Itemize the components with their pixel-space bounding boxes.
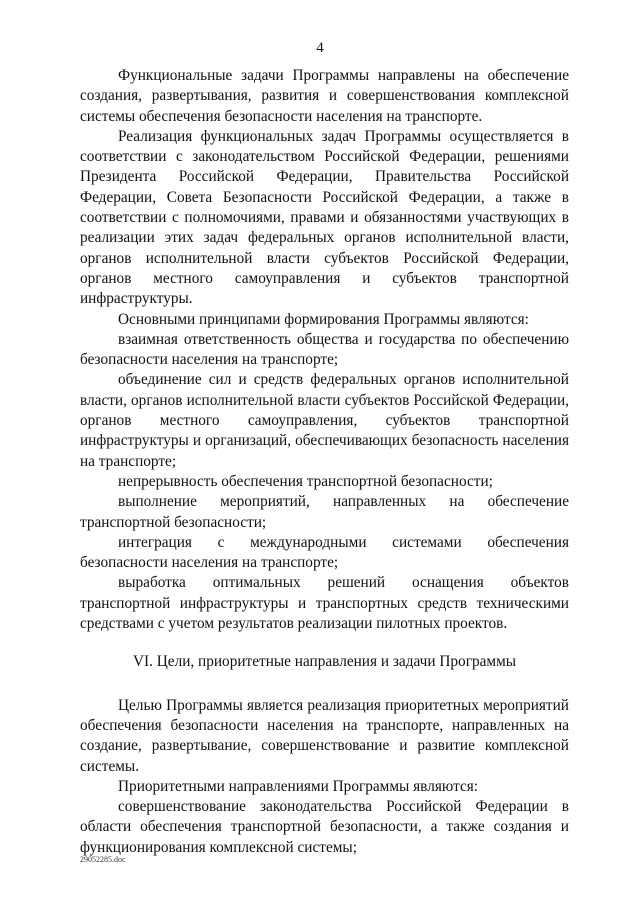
paragraph-implementation: Реализация функциональных задач Программы осуществляется в соответствии с законодательством Российской Федерации, решениями Президента Российской Федерации, Правительства Российской Федерации, Совета Безопасности Российской Федерации, а также в соответствии с полномочиями, правами и обязанностями участвующих в реализации этих задач федеральных органов исполнительной власти, органов исполнительной власти субъектов Российской Федерации, органов местного самоуправления и субъектов транспортной инфраструктуры. (80, 127, 569, 308)
list-item: объединение сил и средств федеральных органов исполнительной власти, органов исполнительной власти субъектов Российской Федерации, органов местного самоуправления, субъектов транспортной инфраструктуры и организаций, обеспечивающих безопасность населения на транспорте; (80, 371, 569, 470)
list-item: взаимная ответственность общества и государства по обеспечению безопасности населения на транспорте; (80, 330, 569, 369)
document-body (80, 66, 569, 858)
paragraph-priorities-intro: Приоритетными направлениями Программы являются: (118, 777, 479, 795)
paragraph-principles-intro: Основными принципами формирования Программы являются: (118, 310, 529, 328)
list-item: совершенствование законодательства Российской Федерации в области обеспечения транспортной безопасности, а также создания и функционирования комплексной системы; (80, 798, 569, 856)
section-heading: VI. Цели, приоритетные направления и задачи Программы (132, 653, 517, 671)
list-item: непрерывность обеспечения транспортной безопасности; (118, 472, 493, 490)
paragraph-functional-tasks: Функциональные задачи Программы направлены на обеспечение создания, развертывания, развития и совершенствования комплексной системы обеспечения безопасности населения на транспорте. (80, 67, 569, 125)
footer-filename: 29052285.doc (80, 855, 126, 864)
list-item: выполнение мероприятий, направленных на обеспечение транспортной безопасности; (80, 493, 569, 531)
list-item: интеграция с международными системами обеспечения безопасности населения на транспорте; (80, 533, 569, 572)
paragraph-goal: Целью Программы является реализация приоритетных мероприятий обеспечения безопасности населения на транспорте, направленных на создание, развертывание, совершенствование и развитие комплексной системы. (80, 696, 569, 775)
list-item: выработка оптимальных решений оснащения объектов транспортной инфраструктуры и транспортных средств техническими средствами с учетом результатов реализации пилотных проектов. (80, 574, 569, 633)
page-number: 4 (316, 40, 324, 56)
